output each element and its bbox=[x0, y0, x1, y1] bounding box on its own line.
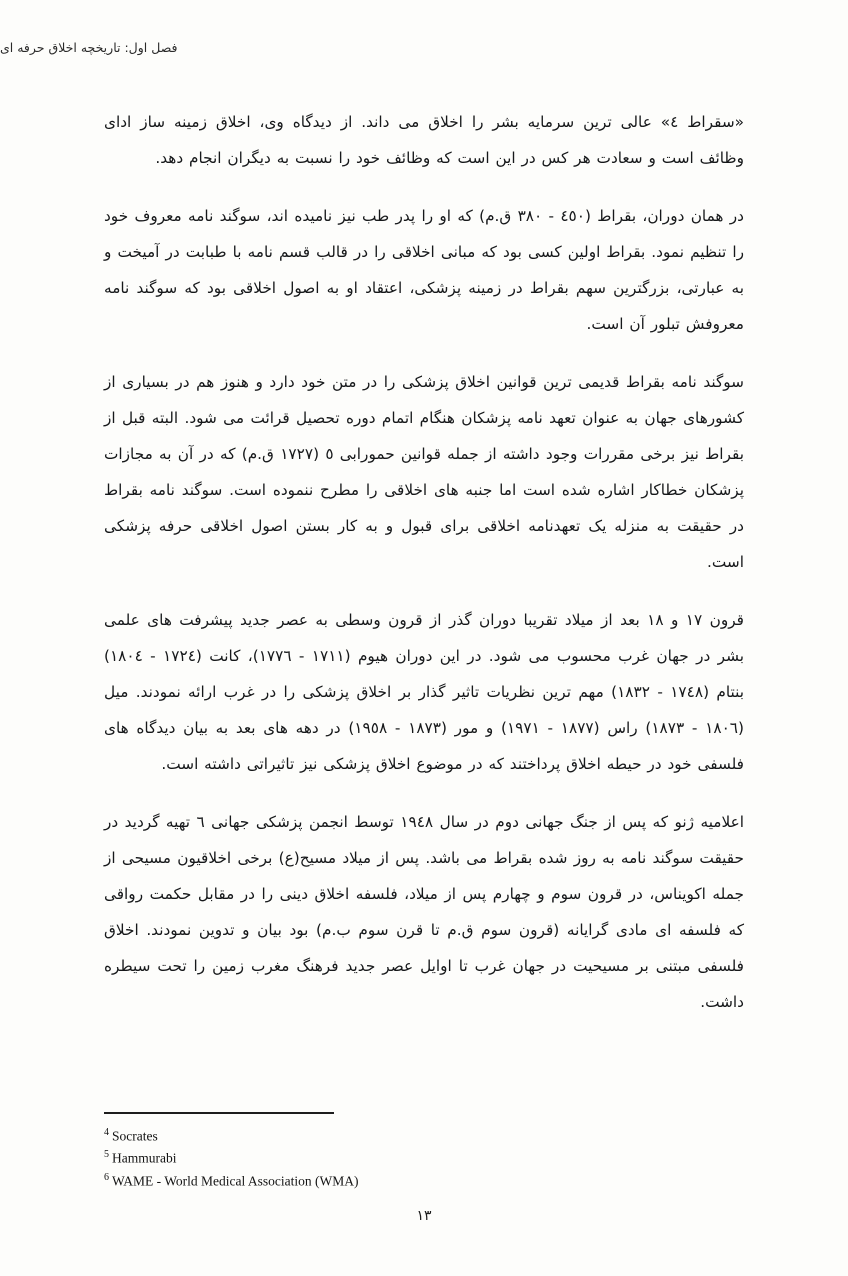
footnote-number: 5 bbox=[104, 1149, 109, 1160]
page-number: ١٣ bbox=[416, 1208, 432, 1224]
footnote-item bbox=[104, 1168, 744, 1191]
paragraph: قرون ١٧ و ١٨ بعد از میلاد تقریبا دوران گذر از قرون وسطی به عصر جدید پیشرفت های علمی بشر در جهان غرب محسوب می شود. در این دوران هیوم (١٧١١ - ١٧٧٦)، کانت (١٧٢٤ - ١٨٠٤) بنتام (١٧٤٨ - ١٨٣٢) مهم ترین نظریات تاثیر گذار بر اخلاق پزشکی را در غرب ارائه نمودند. میل (١٨٠٦ - ١٨٧٣) راس (١٨٧٧ - ١٩٧١) و مور (١٨٧٣ - ١٩٥٨) در دهه های بعد به بیان دیدگاه های فلسفی خود در حیطه اخلاق پرداختند که در موضوع اخلاق پزشکی نیز تاثیراتی داشته است. bbox=[104, 611, 744, 773]
paragraph: سوگند نامه بقراط قدیمی ترین قوانین اخلاق پزشکی را در متن خود دارد و هنوز هم در بسیاری از کشورهای جهان به عنوان تعهد نامه پزشکان هنگام اتمام دوره تحصیل قرائت می شود. البته قبل از بقراط نیز برخی مقررات وجود داشته از جمله قوانین حمورابی ٥ (١٧٢٧ ق.م) که در آن به مجازات پزشکان خطاکار اشاره شده است اما جنبه های اخلاقی را مطرح ننموده است. سوگند نامه بقراط در حقیقت به منزله یک تعهدنامه اخلاقی برای قبول و به کار بستن اصول اخلاقی حرفه پزشکی است. bbox=[104, 373, 744, 571]
footnote-number: 6 bbox=[104, 1171, 109, 1183]
paragraph: اعلامیه ژنو که پس از جنگ جهانی دوم در سال ١٩٤٨ توسط انجمن پزشکی جهانی ٦ تهیه گردید در حقیقت سوگند نامه به روز شده بقراط می باشد. پس از میلاد مسیح(ع) برخی اخلاقیون مسیحی از جمله اکویناس، در قرون سوم و چهارم پس از میلاد، فلسفه اخلاق دینی را در مقابل حکمت رواقی که فلسفه ای مادی گرایانه (قرون سوم ق.م تا قرن سوم ب.م) بود بیان و تدوین نمودند. اخلاق فلسفی مبتنی بر مسیحیت در جهان غرب تا اوایل عصر جدید فرهنگ مغرب زمین را تحت سیطره داشت. bbox=[104, 813, 745, 1011]
footnote-text: WAME - World Medical Association (WMA) bbox=[112, 1173, 359, 1188]
footnote-text: Hammurabi bbox=[112, 1150, 177, 1166]
running-header bbox=[0, 40, 752, 55]
footnote-text: Socrates bbox=[112, 1128, 158, 1143]
footnote-item bbox=[104, 1123, 744, 1146]
footnote-item bbox=[104, 1145, 744, 1168]
running-header-text: فصل اول: تاریخچه اخلاق حرفه ای bbox=[0, 40, 178, 55]
footnote-number: 4 bbox=[104, 1126, 109, 1138]
paragraph: «سقراط ٤» عالی ترین سرمایه بشر را اخلاق می داند. از دیدگاه وی، اخلاق زمینه ساز ادای وظائف است و سعادت هر کس در این است که وظائف خود را نسبت به دیگران انجام دهد. bbox=[104, 113, 744, 167]
paragraph: در همان دوران، بقراط (٤٥٠ - ٣٨٠ ق.م) که او را پدر طب نیز نامیده اند، سوگند نامه معروف خود را تنظیم نمود. بقراط اولین کسی بود که مبانی اخلاقی را در قالب قسم نامه با طبابت در آمیخت و به عبارتی، بزرگترین سهم بقراط در زمینه پزشکی، اعتقاد او به اصول اخلاقی بود که سوگند نامه معروفش تبلور آن است. bbox=[104, 207, 744, 333]
page-body bbox=[104, 104, 744, 1020]
footnote-section bbox=[104, 1112, 744, 1190]
footnote-separator bbox=[104, 1112, 334, 1114]
